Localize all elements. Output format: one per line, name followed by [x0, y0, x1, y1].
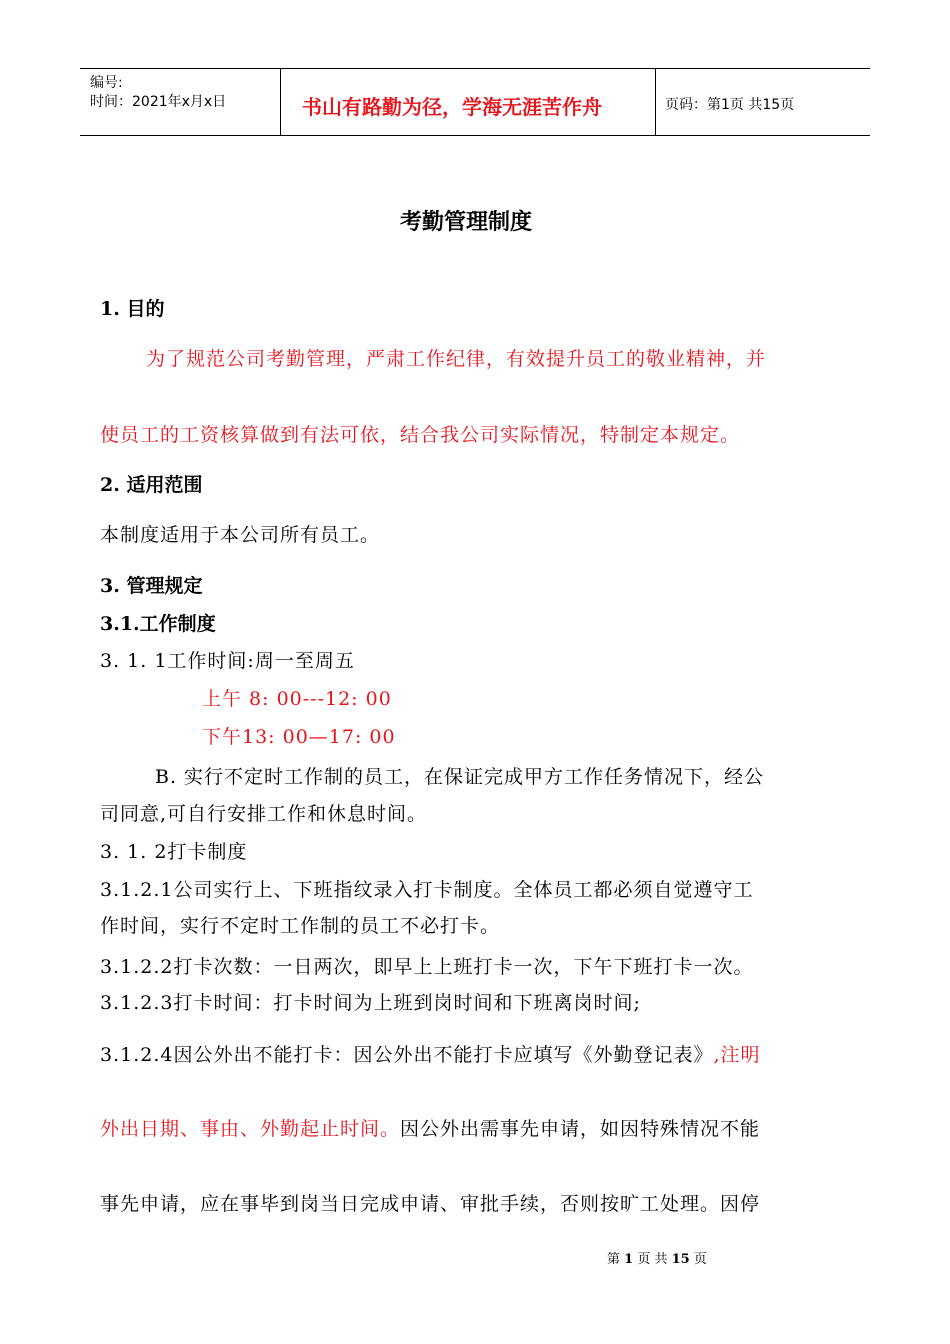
footer-prefix: 第	[607, 1252, 621, 1267]
rule-3-1-2-4-line3: 事先申请，应在事毕到岗当日完成申请、审批手续，否则按旷工处理。因停	[100, 1193, 761, 1215]
section-1-text-line1: 为了规范公司考勤管理，严肃工作纪律，有效提升员工的敬业精神，并	[146, 348, 767, 370]
header-time-label: 时间：2021年x月x日	[90, 94, 227, 110]
section-3-1-2: 3. 1. 2打卡制度	[100, 841, 248, 863]
header-number-label: 编号:	[90, 75, 123, 91]
item-b-line1: B. 实行不定时工作制的员工，在保证完成甲方工作任务情况下，经公	[155, 766, 765, 788]
footer-suffix: 页	[693, 1252, 707, 1267]
section-2-text: 本制度适用于本公司所有员工。	[100, 524, 381, 546]
section-1-heading: 1. 目的	[100, 298, 165, 320]
rule-3-1-2-4-note-cont: 外出日期、事由、外勤起止时间。	[100, 1118, 401, 1140]
item-b-line2: 司同意,可自行安排工作和休息时间。	[100, 803, 428, 825]
section-2-heading: 2. 适用范围	[100, 474, 203, 496]
section-1-text-line2: 使员工的工资核算做到有法可依，结合我公司实际情况，特制定本规定。	[100, 424, 741, 446]
rule-3-1-2-1-line2: 作时间，实行不定时工作制的员工不必打卡。	[100, 915, 501, 937]
rule-3-1-2-1-line1: 3.1.2.1公司实行上、下班指纹录入打卡制度。全体员工都必须自觉遵守工	[100, 879, 754, 901]
header-motto: 书山有路勤为径，学海无涯苦作舟	[302, 95, 602, 119]
document-title: 考勤管理制度	[400, 210, 533, 235]
header-bottom-rule	[80, 135, 870, 136]
page-footer	[607, 1248, 707, 1267]
working-hours-pm: 下午13: 00—17: 00	[202, 726, 396, 748]
rule-3-1-2-4-line2	[100, 1114, 760, 1141]
footer-page-total: 15	[671, 1252, 690, 1267]
section-3-heading: 3. 管理规定	[100, 575, 203, 597]
working-hours-am: 上午 8: 00---12: 00	[202, 688, 392, 710]
rule-3-1-2-4-text-cont: 因公外出需事先申请，如因特殊情况不能	[400, 1118, 761, 1140]
rule-3-1-2-2: 3.1.2.2打卡次数：一日两次，即早上上班打卡一次，下午下班打卡一次。	[100, 956, 754, 978]
footer-page-number: 1	[624, 1252, 634, 1267]
rule-3-1-2-4-line1	[100, 1040, 761, 1067]
section-3-1-1: 3. 1. 1工作时间:周一至周五	[100, 650, 355, 672]
header-top-rule	[80, 68, 870, 69]
header-divider-left	[280, 68, 281, 135]
rule-3-1-2-4-note: ,注明	[713, 1044, 761, 1066]
section-3-1-heading: 3.1.工作制度	[100, 613, 216, 635]
footer-mid: 页 共	[637, 1252, 668, 1267]
header-divider-right	[655, 68, 656, 135]
rule-3-1-2-4-text: 3.1.2.4因公外出不能打卡：因公外出不能打卡应填写《外勤登记表》	[100, 1044, 714, 1066]
rule-3-1-2-3: 3.1.2.3打卡时间：打卡时间为上班到岗时间和下班离岗时间;	[100, 992, 641, 1014]
header-page-label: 页码：第1页 共15页	[665, 97, 795, 113]
